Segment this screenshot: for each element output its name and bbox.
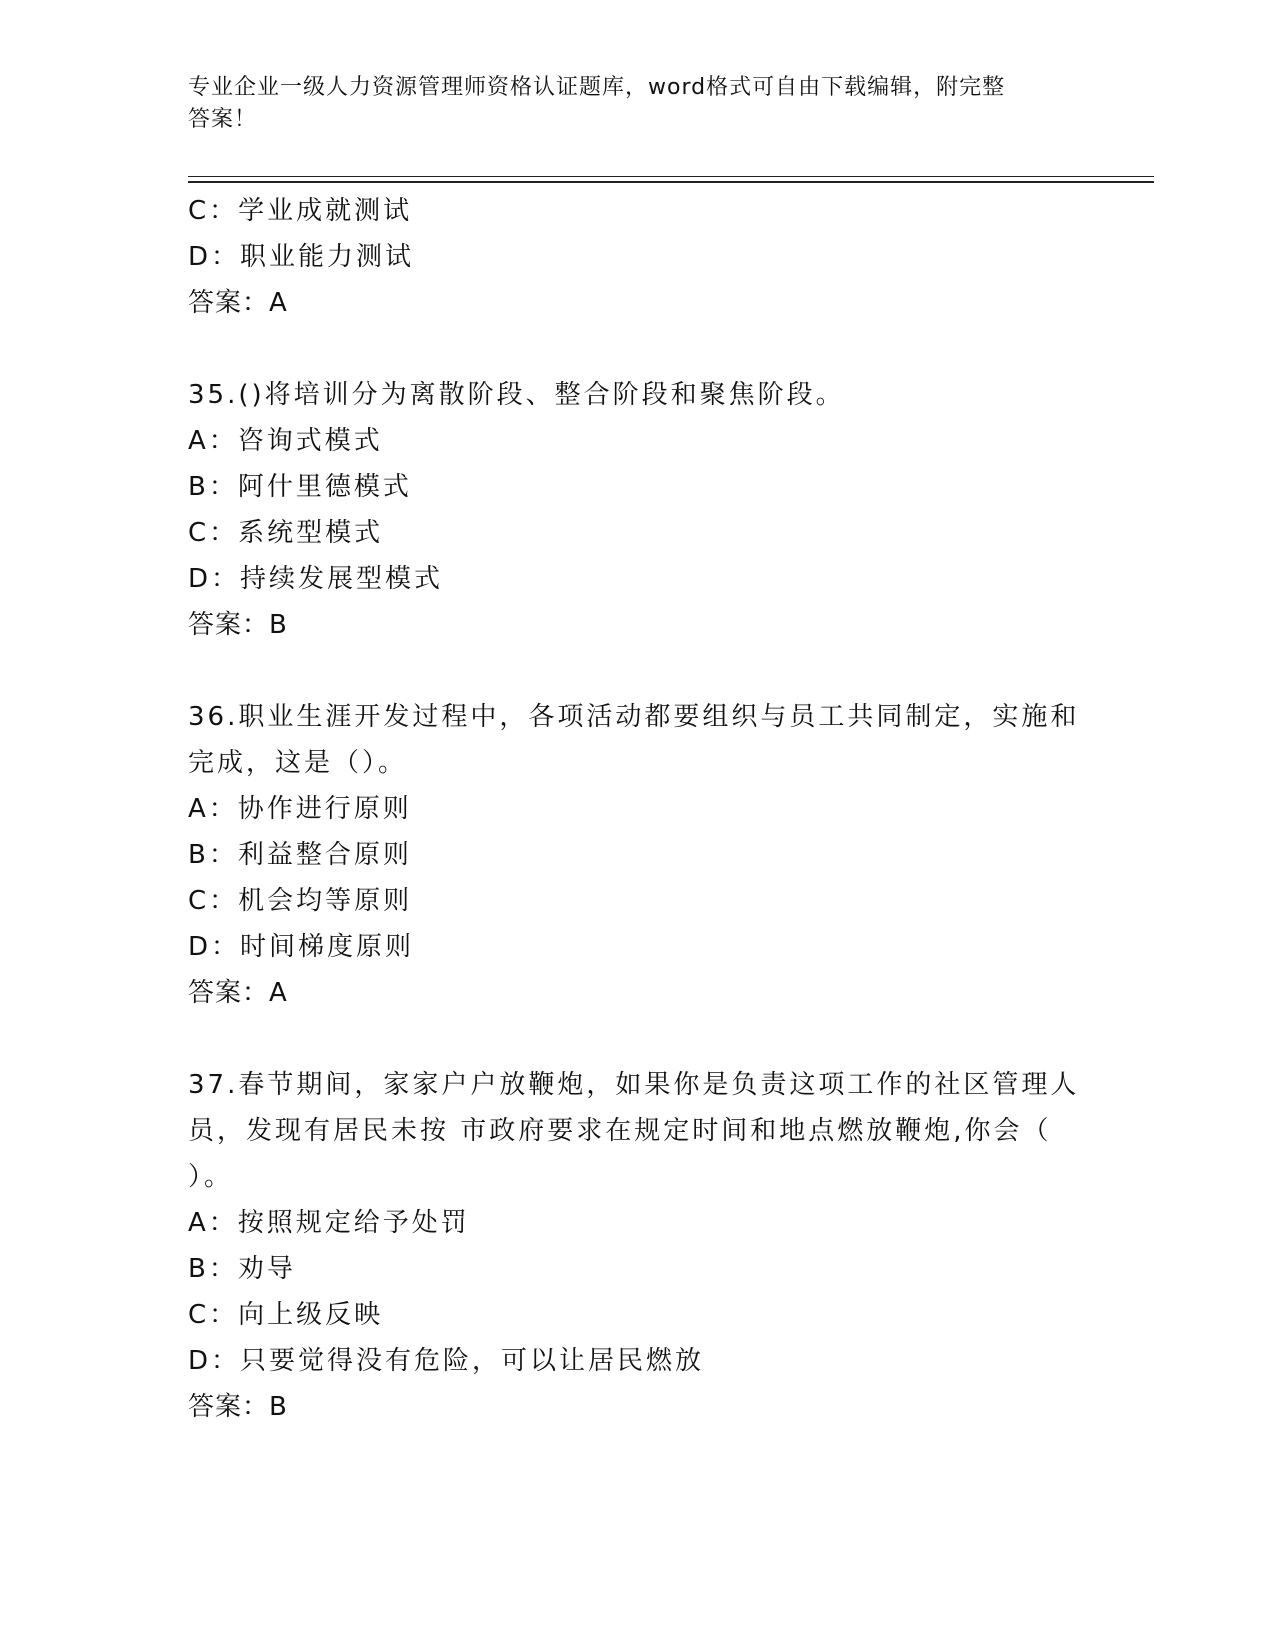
answer-line: 答案：B — [188, 1392, 288, 1422]
question-block-37 — [188, 1062, 1088, 1430]
option-a: A：咨询式模式 — [188, 426, 383, 456]
header-divider-thick — [188, 181, 1154, 183]
document-body — [188, 188, 1088, 1430]
option-c: C：机会均等原则 — [188, 886, 413, 916]
option-a: A：协作进行原则 — [188, 794, 412, 824]
answer-line: 答案：A — [188, 288, 288, 318]
question-text-continued: 员，发现有居民未按 市政府要求在规定时间和地点燃放鞭炮,你会（ — [188, 1116, 1052, 1146]
option-b: B：阿什里德模式 — [188, 472, 412, 502]
answer-line: 答案：A — [188, 978, 288, 1008]
question-text: 37.春节期间，家家户户放鞭炮，如果你是负责这项工作的社区管理人 — [188, 1070, 1080, 1100]
header-line-2: 答案！ — [188, 107, 258, 132]
option-c: C：学业成就测试 — [188, 196, 413, 226]
question-text-continued: 完成，这是（）。 — [188, 748, 408, 778]
spacer — [188, 326, 1088, 372]
question-block-carryover — [188, 188, 1088, 326]
question-block-35 — [188, 372, 1088, 648]
question-text-continued: ）。 — [188, 1162, 234, 1192]
header-divider-thin — [188, 176, 1154, 177]
option-d: D：持续发展型模式 — [188, 564, 444, 594]
page-header — [188, 72, 1068, 136]
option-c: C：系统型模式 — [188, 518, 384, 548]
option-b: B：利益整合原则 — [188, 840, 412, 870]
question-block-36 — [188, 694, 1088, 1016]
option-a: A：按照规定给予处罚 — [188, 1208, 470, 1238]
spacer — [188, 648, 1088, 694]
question-text: 36.职业生涯开发过程中，各项活动都要组织与员工共同制定，实施和 — [188, 702, 1080, 732]
option-d: D：时间梯度原则 — [188, 932, 415, 962]
option-d: D：职业能力测试 — [188, 242, 415, 272]
question-text: 35.()将培训分为离散阶段、整合阶段和聚焦阶段。 — [188, 380, 845, 410]
spacer — [188, 1016, 1088, 1062]
option-d: D：只要觉得没有危险，可以让居民燃放 — [188, 1346, 705, 1376]
answer-line: 答案：B — [188, 610, 288, 640]
header-line-1: 专业企业一级人力资源管理师资格认证题库，word格式可自由下载编辑，附完整 — [188, 75, 1006, 100]
option-c: C：向上级反映 — [188, 1300, 384, 1330]
option-b: B：劝导 — [188, 1254, 296, 1284]
